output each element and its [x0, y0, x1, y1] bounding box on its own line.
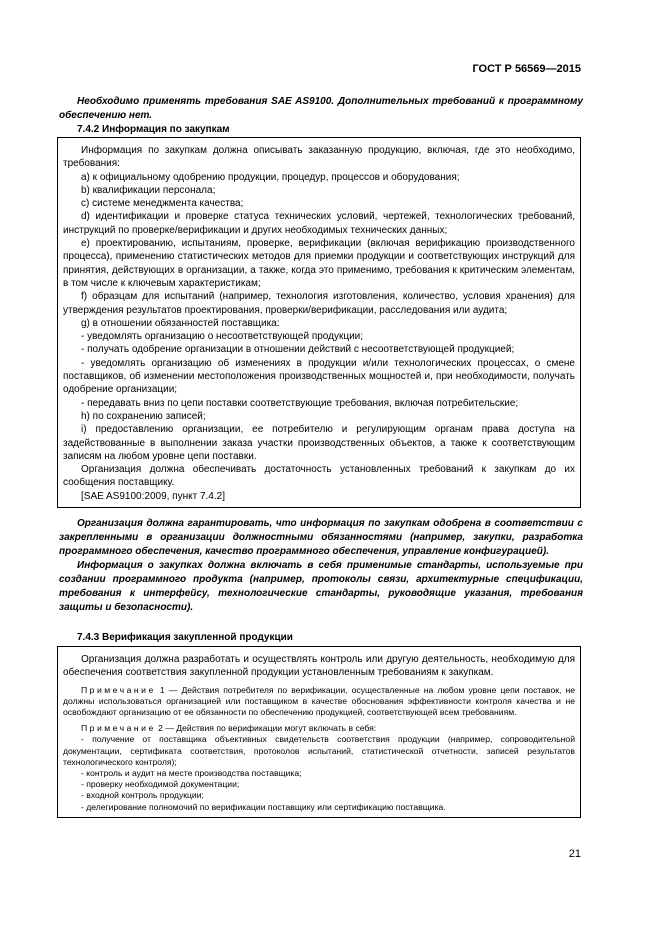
box-line: i) предоставлению организации, ее потребителю и регулирующим органам права доступа на задействованные в выполнении заказа участки производственных объектов, а также к соответствующим записям на любом уровне цепи поставки.: [63, 424, 575, 462]
note-number: 1: [159, 684, 165, 695]
note-2-item: - входной контроль продукции;: [81, 790, 204, 801]
box-line: h) по сохранению записей;: [81, 410, 206, 422]
box-line: d) идентификации и проверке статуса технических условий, чертежей, технологических требований, инструкций по проверке/верификации и других необходимых технических данных;: [63, 211, 575, 236]
note-2-item: - получение от поставщика объективных свидетельств соответствия продукции (например, сопроводительной документации, сертификата соответствия, протоколов испытаний, статистической отчетности, записей результатов технологического контроля);: [63, 734, 575, 767]
note-1: [63, 685, 575, 719]
box-line: - уведомлять организацию о несоответствующей продукции;: [81, 331, 364, 343]
note-number: 2: [158, 723, 163, 734]
document-standard-number: ГОСТ Р 56569—2015: [472, 63, 581, 75]
source-reference: [SAE AS9100:2009, пункт 7.4.2]: [81, 490, 225, 502]
box-line: c) системе менеджмента качества;: [81, 198, 244, 210]
intro-paragraph: [59, 95, 583, 123]
box-main-text: Организация должна разработать и осуществлять контроль или другую деятельность, необходимую для обеспечения соответствия закупленной продукции установленным требованиям к закупкам.: [63, 654, 575, 679]
note-2-item: - делегирование полномочий по верификации поставщику или сертификацию поставщика.: [81, 801, 446, 812]
note-2-text: — Действия по верификации могут включать в себя:: [165, 723, 377, 734]
note-label: Примечание: [81, 684, 156, 695]
box-line: g) в отношении обязанностей поставщика:: [81, 317, 280, 329]
box-line: f) образцам для испытаний (например, технология изготовления, количество, условия хранения) для утверждения результатов проектирования, проверки/верификации, расследования или аудита;: [63, 291, 575, 316]
box-line: Информация по закупкам должна описывать заказанную продукцию, включая, где это необходимо, требования:: [63, 145, 575, 170]
box-line: - уведомлять организацию об изменениях в продукции и/или технологических процессах, о смене поставщиков, об изменении местоположения производственных мощностей и, при необходимости, получать одобрение организации;: [63, 357, 575, 396]
box-line: e) проектированию, испытаниям, проверке, верификации (включая верификацию производственного процесса), применению статистических методов для приемки продукции и соответствующих инструкций для принятия, действующих в организации, а также, когда это применимо, требования к критическим элементам, в том числе к ключевым характеристикам;: [63, 238, 575, 289]
section-7-4-2-heading: 7.4.2 Информация по закупкам: [77, 124, 230, 135]
box-line: Организация должна обеспечивать достаточность установленных требований к закупкам до их сообщения поставщику.: [63, 464, 575, 489]
note-2-item: - проверку необходимой документации;: [81, 779, 240, 790]
note-1-text: — Действия потребителя по верификации, осуществленные на любом уровне цепи поставок, не должны использоваться организацией или поставщиком в качестве обоснования эффективности контроля качества и не освобождают организацию от ее обязанности по обеспечению продукцией, соответствующей всем требованиям.: [63, 684, 576, 717]
box-line: b) квалификации персонала;: [81, 184, 216, 196]
box-line: - получать одобрение организации в отношении действий с несоответствующей продукцией;: [81, 344, 515, 356]
box-line: a) к официальному одобрению продукции, процедур, процессов и оборудования;: [81, 171, 460, 183]
section-7-4-2-quote-box: [57, 137, 581, 508]
note-2-item: - контроль и аудит на месте производства поставщика;: [81, 768, 302, 779]
section-7-4-2-additions: [59, 517, 583, 615]
intro-text: Необходимо применять требования SAE AS9100. Дополнительных требований к программному обеспечению нет.: [59, 96, 583, 121]
section-7-4-3-heading: 7.4.3 Верификация закупленной продукции: [77, 632, 293, 643]
section-7-4-3-quote-box: [57, 646, 581, 818]
note-2: [63, 723, 575, 734]
box-line: - передавать вниз по цепи поставки соответствующие требования, включая потребительские;: [81, 397, 519, 409]
additions-paragraph-1: Организация должна гарантировать, что информация по закупкам одобрена в соответствии с закрепленными в организации должностными обязанностями (например, закупки, разработка программного обеспечения, качество программного обеспечения, управление конфигурацией).: [59, 518, 583, 557]
additions-paragraph-2: Информация о закупках должна включать в себя применимые стандарты, используемые при создании программного продукта (например, протоколы связи, архитектурные спецификации, требования к интерфейсу, технологические стандарты, руководящие указания, требования защиты и безопасности).: [59, 560, 583, 613]
note-label: Примечание: [81, 723, 156, 734]
page-number: 21: [568, 848, 581, 860]
